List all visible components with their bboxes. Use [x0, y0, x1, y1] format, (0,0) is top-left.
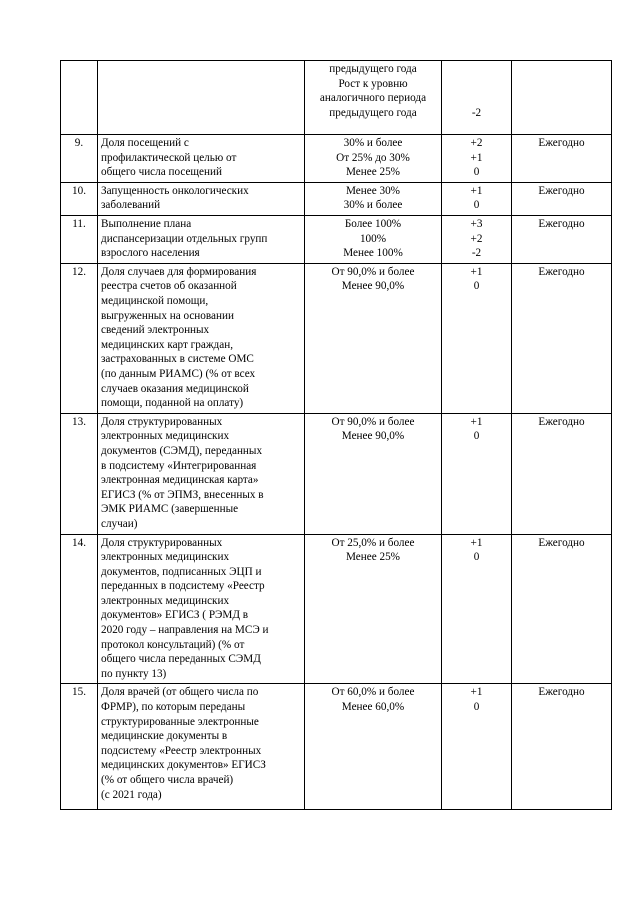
criteria-line: Менее 25% [346, 166, 400, 179]
criteria-line: 30% и более [343, 137, 403, 149]
row-number [61, 61, 98, 135]
period-cell: Ежегодно [512, 263, 612, 413]
table-row [61, 182, 612, 215]
points-line: +1 [470, 151, 483, 164]
points-cell [442, 182, 512, 215]
criteria-line: Менее 30% [346, 184, 400, 197]
criteria-line: От 25% до 30% [336, 151, 410, 164]
table-row [61, 263, 612, 413]
points-line: +2 [470, 232, 483, 245]
row-number: 12. [61, 263, 98, 413]
criteria-line: 100% [359, 232, 387, 245]
indicator-cell: Доля структурированных электронных медицинских документов (СЭМД), переданных в подсистему «Интегрированная электронная медицинская карта» ЕГИСЗ (% от ЭПМЗ, внесенных в ЭМК РИАМС (завершенные случаи) [98, 413, 305, 534]
criteria-line: От 60,0% и более [331, 686, 415, 699]
criteria-line: Менее 25% [346, 551, 400, 564]
points-line: +3 [470, 217, 483, 230]
points-line: 0 [473, 430, 480, 443]
table-row [61, 534, 612, 684]
table-row [61, 413, 612, 534]
criteria-table [60, 60, 612, 810]
period-cell: Ежегодно [512, 182, 612, 215]
points-line: +1 [470, 265, 483, 278]
points-cell [442, 61, 512, 135]
points-line [445, 91, 508, 106]
criteria-cell [305, 413, 442, 534]
points-cell [442, 413, 512, 534]
points-line [445, 62, 508, 77]
points-cell [442, 135, 512, 183]
row-number: 9. [61, 135, 98, 183]
points-line: +1 [470, 184, 483, 197]
table-row [61, 684, 612, 810]
points-line: -2 [471, 247, 482, 260]
points-cell [442, 215, 512, 263]
row-number: 15. [61, 684, 98, 810]
indicator-cell: Запущенность онкологических заболеваний [98, 182, 305, 215]
criteria-line: Рост к уровню [338, 77, 408, 90]
period-cell [512, 61, 612, 135]
period-cell: Ежегодно [512, 135, 612, 183]
period-cell: Ежегодно [512, 215, 612, 263]
points-line: +1 [470, 415, 483, 428]
points-cell [442, 263, 512, 413]
indicator-cell: Доля структурированных электронных медицинских документов, подписанных ЭЦП и переданных в подсистему «Реестр электронных медицинских документов» ЕГИСЗ ( РЭМД в 2020 году – направления на МСЭ и протокол консультаций) (% от общего числа переданных СЭМД по пункту 13) [98, 534, 305, 684]
period-cell: Ежегодно [512, 684, 612, 810]
criteria-cell [305, 534, 442, 684]
criteria-cell [305, 135, 442, 183]
criteria-line: предыдущего года [329, 106, 417, 119]
criteria-line: Более 100% [344, 217, 402, 230]
indicator-cell: Доля врачей (от общего числа по ФРМР), по которым переданы структурированные электронные медицинские документы в подсистему «Реестр электронных медицинских документов» ЕГИСЗ (% от общего числа врачей) (с 2021 года) [98, 684, 305, 810]
points-line: 0 [473, 551, 480, 564]
criteria-line: От 25,0% и более [331, 536, 415, 549]
criteria-line: предыдущего года [329, 63, 417, 75]
period-cell: Ежегодно [512, 413, 612, 534]
criteria-cell [305, 182, 442, 215]
criteria-line: Менее 90,0% [341, 280, 405, 293]
indicator-cell: Доля случаев для формирования реестра счетов об оказанной медицинской помощи, выгруженных на основании сведений электронных медицинских карт граждан, застрахованных в системе ОМС (по данным РИАМС) (% от всех случаев оказания медицинской помощи, поданной на оплату) [98, 263, 305, 413]
criteria-cell [305, 215, 442, 263]
criteria-table-body [61, 61, 612, 810]
criteria-cell [305, 684, 442, 810]
criteria-cell [305, 263, 442, 413]
criteria-line: Менее 60,0% [341, 701, 405, 714]
points-cell [442, 684, 512, 810]
criteria-line: Менее 90,0% [341, 430, 405, 443]
points-line: 0 [473, 701, 480, 714]
points-line: +1 [470, 536, 483, 549]
points-cell [442, 534, 512, 684]
criteria-line: 30% и более [343, 199, 403, 212]
points-line: 0 [473, 166, 480, 179]
row-number: 11. [61, 215, 98, 263]
row-number: 10. [61, 182, 98, 215]
points-line: 0 [473, 199, 480, 212]
table-row [61, 61, 612, 135]
points-line: -2 [471, 106, 482, 119]
indicator-cell: Выполнение плана диспансеризации отдельных групп взрослого населения [98, 215, 305, 263]
criteria-line: От 90,0% и более [331, 415, 415, 428]
criteria-line: аналогичного периода [319, 92, 427, 105]
row-number: 13. [61, 413, 98, 534]
table-row [61, 215, 612, 263]
indicator-cell: Доля посещений с профилактической целью от общего числа посещений [98, 135, 305, 183]
row-number: 14. [61, 534, 98, 684]
criteria-line: От 90,0% и более [331, 265, 415, 278]
points-line: +1 [470, 686, 483, 699]
points-line: 0 [473, 280, 480, 293]
points-line [445, 77, 508, 92]
period-cell: Ежегодно [512, 534, 612, 684]
criteria-cell [305, 61, 442, 135]
points-line: +2 [470, 137, 483, 149]
table-row [61, 135, 612, 183]
indicator-cell [98, 61, 305, 135]
criteria-line: Менее 100% [343, 247, 403, 260]
